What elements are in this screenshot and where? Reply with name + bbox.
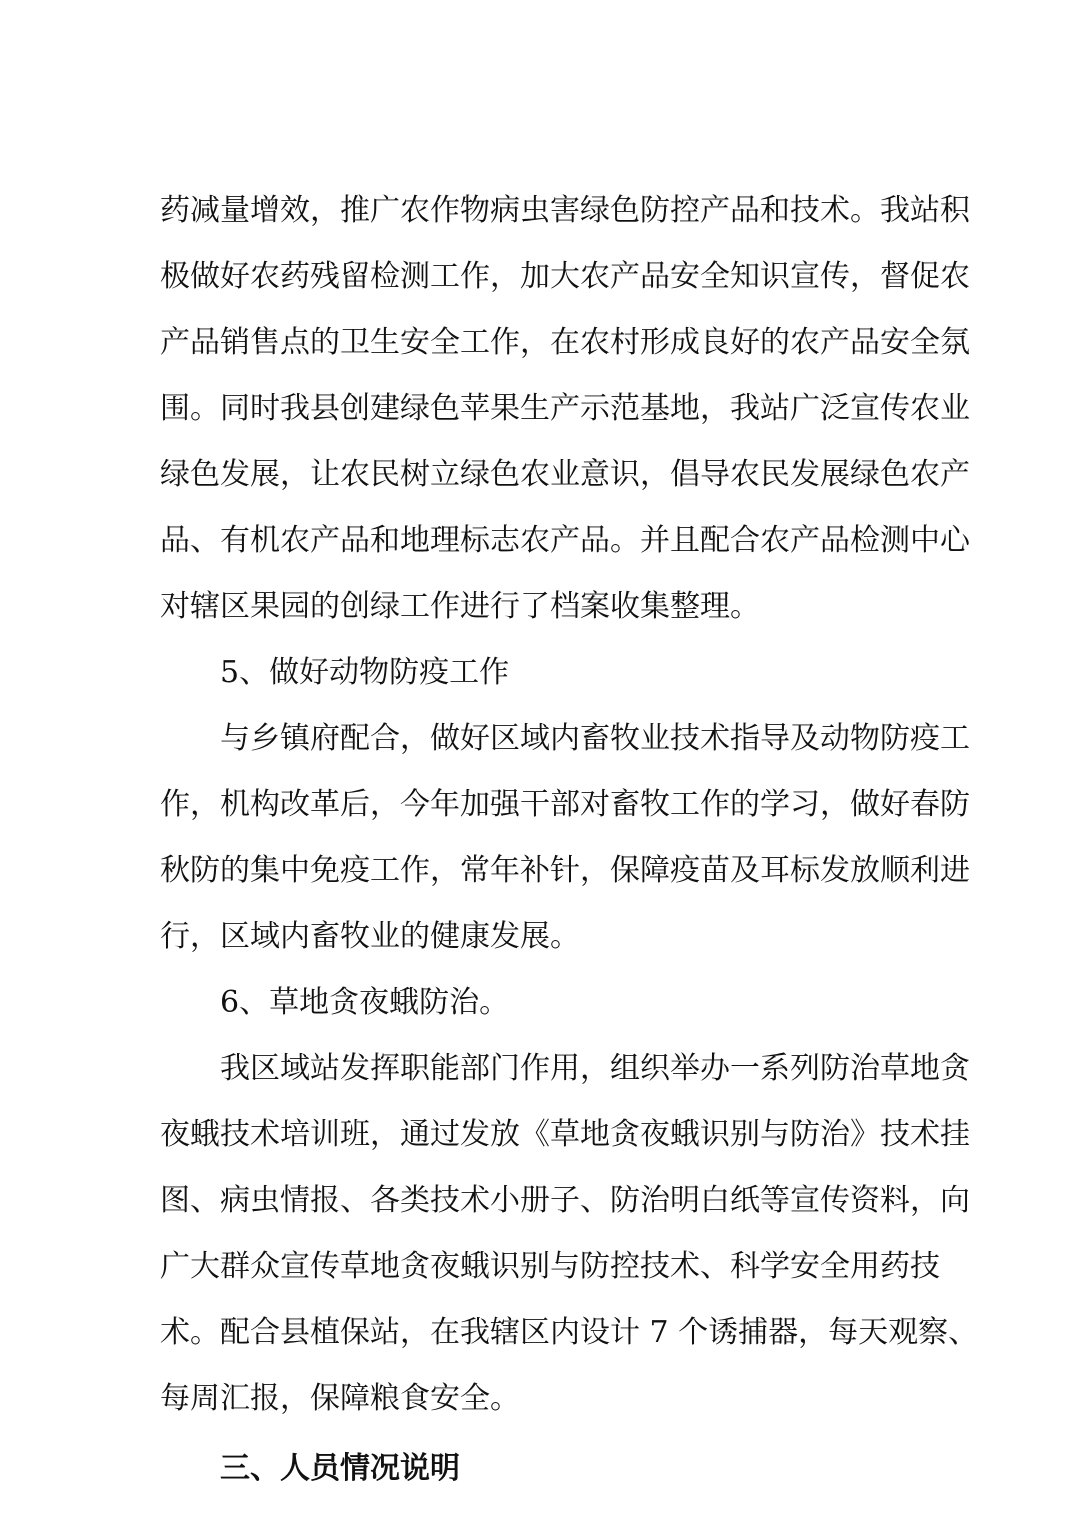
paragraph-line: 广大群众宣传草地贪夜蛾识别与防控技术、科学安全用药技: [160, 1249, 940, 1284]
paragraph-line: 术。配合县植保站，在我辖区内设计 7 个诱捕器，每天观察、: [160, 1315, 979, 1350]
chapter-heading: 三、人员情况说明: [220, 1451, 460, 1486]
paragraph-line: 夜蛾技术培训班，通过发放《草地贪夜蛾识别与防治》技术挂: [160, 1117, 970, 1152]
paragraph-line: 产品销售点的卫生安全工作，在农村形成良好的农产品安全氛: [160, 325, 970, 360]
paragraph-line: 我区域站发挥职能部门作用，组织举办一系列防治草地贪: [220, 1051, 970, 1086]
paragraph-line: 围。同时我县创建绿色苹果生产示范基地，我站广泛宣传农业: [160, 391, 970, 426]
paragraph-line: 对辖区果园的创绿工作进行了档案收集整理。: [160, 589, 760, 624]
paragraph-line: 每周汇报，保障粮食安全。: [160, 1381, 520, 1416]
paragraph-line: 秋防的集中免疫工作，常年补针，保障疫苗及耳标发放顺利进: [160, 853, 970, 888]
paragraph-line: 与乡镇府配合，做好区域内畜牧业技术指导及动物防疫工: [220, 721, 970, 756]
paragraph-line: 药减量增效，推广农作物病虫害绿色防控产品和技术。我站积: [160, 193, 970, 228]
paragraph-line: 品、有机农产品和地理标志农产品。并且配合农产品检测中心: [160, 523, 970, 558]
paragraph-line: 图、病虫情报、各类技术小册子、防治明白纸等宣传资料，向: [160, 1183, 970, 1218]
paragraph-line: 行，区域内畜牧业的健康发展。: [160, 919, 580, 954]
document-body: [160, 186, 979, 1510]
paragraph-line: 作，机构改革后，今年加强干部对畜牧工作的学习，做好春防: [160, 787, 970, 822]
section-heading: 5、做好动物防疫工作: [220, 655, 510, 690]
paragraph-line: 极做好农药残留检测工作，加大农产品安全知识宣传，督促农: [160, 259, 970, 294]
paragraph-line: 绿色发展，让农民树立绿色农业意识，倡导农民发展绿色农产: [160, 457, 970, 492]
section-heading: 6、草地贪夜蛾防治。: [220, 985, 510, 1020]
